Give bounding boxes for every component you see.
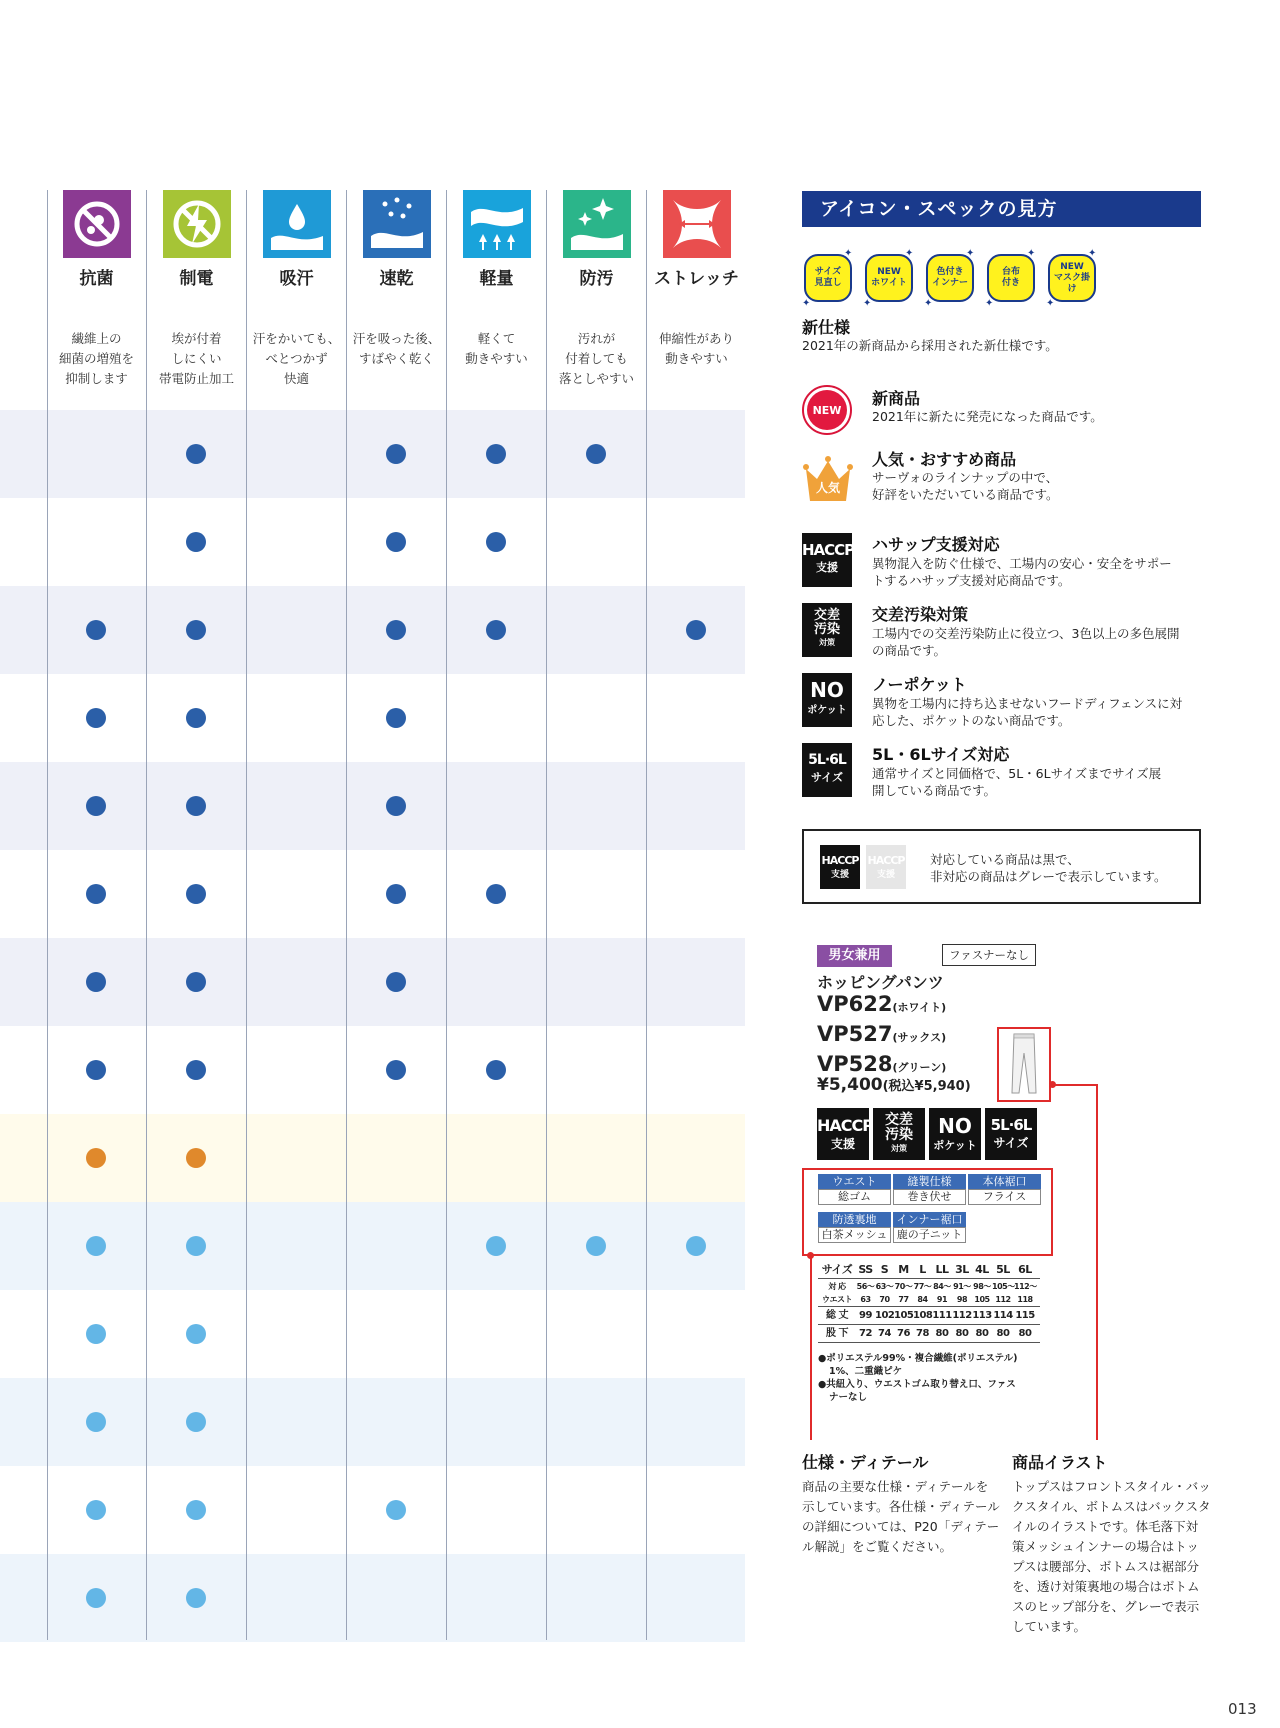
feature-dot — [86, 884, 106, 904]
feature-dot — [186, 884, 206, 904]
feature-dot — [186, 1412, 206, 1432]
product-codes — [817, 991, 946, 1081]
feature-dot — [486, 1060, 506, 1080]
size-header-cell: SS — [858, 1263, 873, 1276]
fastener-tag: ファスナーなし — [942, 944, 1036, 966]
product-no-line1: NO — [938, 1114, 972, 1138]
column-label: 防汚 — [579, 269, 614, 289]
feature-dot — [686, 1236, 706, 1256]
code-color: (サックス) — [892, 1031, 947, 1044]
feature-dot — [386, 972, 406, 992]
material-line-4: ナーなし — [829, 1392, 868, 1403]
no-pocket-badge-line2: ポケット — [807, 705, 847, 716]
column-label: 速乾 — [379, 269, 414, 289]
price: ¥5,400 — [817, 1075, 883, 1095]
haccp-heading: ハサップ支援対応 — [872, 535, 1000, 554]
description-line: 汗を吸った後、 — [352, 331, 441, 346]
new-spec-hex-badge: NEW マスク掛け — [1048, 254, 1096, 302]
feature-dot — [86, 1324, 106, 1344]
inseam-cell: 股 下 — [826, 1328, 848, 1339]
waist-cell: 98〜 105 — [973, 1282, 991, 1304]
legend-title: アイコン・スペックの見方 — [802, 191, 1201, 227]
new-spec-heading: 新仕様 — [802, 318, 851, 337]
description-line: 快適 — [283, 371, 309, 386]
inseam-cell: 74 — [878, 1328, 891, 1339]
column-header-antibacterial — [47, 190, 146, 389]
size-table-rule — [818, 1306, 1040, 1307]
pants-illustration-frame — [997, 1027, 1051, 1102]
feature-dot — [586, 1236, 606, 1256]
product-no-pocket-badge — [929, 1108, 981, 1160]
size-table-rule — [818, 1324, 1040, 1325]
page-number: 013 — [1228, 1700, 1257, 1718]
new-spec-hex-badge: NEW ホワイト — [865, 254, 913, 302]
table-row-band — [0, 1026, 745, 1114]
inseam-cell: 80 — [975, 1328, 989, 1339]
column-divider — [346, 190, 347, 1640]
size-header-cell: サイズ — [821, 1263, 853, 1276]
feature-dot — [686, 620, 706, 640]
column-label: 制電 — [179, 269, 214, 289]
no-pocket-text-1: 異物を工場内に持ち込ませないフードディフェンスに対 — [872, 696, 1183, 711]
column-description — [247, 329, 346, 389]
waist-cell: 63〜 70 — [875, 1282, 894, 1304]
spec-value: 総ゴム — [818, 1189, 891, 1205]
feature-dot — [186, 1588, 206, 1608]
sparkle-icon: ✦ — [1046, 298, 1055, 309]
cross-heading: 交差汚染対策 — [872, 605, 969, 624]
description-line: 埃が付着 — [171, 331, 222, 346]
inseam-cell: 72 — [859, 1328, 872, 1339]
column-description — [347, 329, 446, 369]
illust-line: しています。 — [1012, 1619, 1087, 1634]
note-text-1: 対応している商品は黒で、 — [930, 852, 1080, 867]
product-haccp-badge — [817, 1108, 873, 1160]
waist-cell: 112〜 118 — [1014, 1282, 1037, 1304]
material-notes — [818, 1352, 1048, 1404]
column-description — [147, 329, 246, 389]
cross-text-2: の商品です。 — [872, 643, 947, 658]
detail-line: 示しています。各仕様・ディテール — [802, 1499, 1000, 1514]
description-line: 汚れが — [577, 331, 616, 346]
sparkle-icon: ✦ — [844, 248, 853, 259]
table-row-band — [0, 850, 745, 938]
feature-dot — [86, 796, 106, 816]
column-description — [547, 329, 646, 389]
product-code — [817, 1021, 946, 1051]
description-line: べとつかず — [265, 351, 328, 366]
feature-dot — [86, 1588, 106, 1608]
feature-dot — [186, 1236, 206, 1256]
length-cell: 112 — [952, 1310, 972, 1321]
product-code — [817, 991, 946, 1021]
length-cell: 105 — [894, 1310, 914, 1321]
spec-cell — [818, 1174, 891, 1205]
description-line: しにくい — [171, 351, 222, 366]
column-header-lightweight — [447, 190, 546, 369]
new-product-heading: 新商品 — [872, 389, 921, 408]
crown-icon — [802, 451, 854, 503]
stretch-icon — [663, 190, 731, 258]
size-header-cell: L — [919, 1263, 926, 1276]
no-pocket-text-2: 応した、ポケットのない商品です。 — [872, 713, 1071, 728]
table-row-band — [0, 674, 745, 762]
feature-dot — [86, 1412, 106, 1432]
description-line: 軽くて — [477, 331, 516, 346]
size-badge-line1: 5L·6L — [808, 752, 846, 768]
table-row-band — [0, 1554, 745, 1642]
inseam-cell: 76 — [897, 1328, 910, 1339]
length-cell: 108 — [913, 1310, 933, 1321]
column-label: 軽量 — [479, 269, 514, 289]
spec-key: 防透裏地 — [818, 1212, 891, 1227]
size-header-cell: 5L — [996, 1263, 1010, 1276]
haccp-badge — [802, 533, 855, 587]
inseam-cell: 78 — [916, 1328, 929, 1339]
inseam-cell: 80 — [996, 1328, 1010, 1339]
feature-dot — [186, 1060, 206, 1080]
description-line: 付着しても — [565, 351, 628, 366]
new-product-text: 2021年に新たに発売になった商品です。 — [872, 409, 1103, 424]
product-haccp-line2: 支援 — [830, 1137, 855, 1151]
description-line: 細菌の増殖を — [58, 351, 134, 366]
detail-heading: 仕様・ディテール — [802, 1453, 929, 1472]
size-text-2: 開している商品です。 — [872, 783, 997, 798]
feature-dot — [486, 444, 506, 464]
description-line: 抑制します — [65, 371, 128, 386]
no-pocket-heading: ノーポケット — [872, 675, 967, 694]
sparkle-icon: ✦ — [924, 298, 933, 309]
waist-cell: 56〜 63 — [856, 1282, 875, 1304]
column-description — [647, 329, 746, 369]
column-label: ストレッチ — [654, 269, 739, 289]
size-header-cell: LL — [935, 1263, 949, 1276]
product-haccp-line1: HACCP — [817, 1116, 873, 1135]
pointer-line — [1053, 1084, 1098, 1086]
column-divider — [446, 190, 447, 1640]
feature-dot — [186, 620, 206, 640]
illust-line: 策メッシュインナーの場合はトッ — [1012, 1539, 1199, 1554]
no-pocket-badge — [802, 673, 852, 727]
cross-contamination-badge — [802, 603, 852, 657]
size-header-cell: M — [898, 1263, 909, 1276]
product-no-line2: ポケット — [933, 1139, 977, 1152]
column-header-stain-resist — [547, 190, 646, 389]
feature-dot — [86, 708, 106, 728]
description-line: すばやく乾く — [358, 351, 434, 366]
waist-cell: 91〜 98 — [953, 1282, 971, 1304]
cross-badge-line3: 対策 — [819, 638, 835, 647]
feature-dot — [586, 444, 606, 464]
spec-table — [0, 190, 745, 1640]
pointer-line — [810, 1253, 812, 1440]
length-cell: 総 丈 — [826, 1310, 848, 1321]
stain-resist-icon — [563, 190, 631, 258]
feature-dot — [486, 884, 506, 904]
feature-dot — [186, 1148, 206, 1168]
length-cell: 102 — [875, 1310, 895, 1321]
haccp-text-1: 異物混入を防ぐ仕様で、工場内の安心・安全をサポー — [872, 556, 1172, 571]
description-line: 汗をかいても、 — [252, 331, 341, 346]
feature-dot — [386, 796, 406, 816]
product-price — [817, 1075, 971, 1095]
inseam-cell: 80 — [1018, 1328, 1032, 1339]
material-line-2: 1%、二重織ピケ — [829, 1366, 903, 1377]
illust-line: スのヒップ部分を、グレーで表示 — [1012, 1599, 1200, 1614]
cross-badge-line1: 交差 — [813, 608, 840, 623]
feature-dot — [186, 972, 206, 992]
table-row-band — [0, 498, 745, 586]
waist-cell: 70〜 77 — [894, 1282, 913, 1304]
column-header-quick-dry — [347, 190, 446, 369]
new-badge-label: NEW — [807, 390, 847, 430]
antistatic-icon — [163, 190, 231, 258]
inseam-cell: 80 — [935, 1328, 949, 1339]
column-label: 抗菌 — [79, 269, 114, 289]
new-badge-icon — [802, 385, 852, 435]
material-line-1: ●ポリエステル99%・複合繊維(ポリエステル) — [818, 1353, 1018, 1364]
table-row-band — [0, 1466, 745, 1554]
column-header-antistatic — [147, 190, 246, 389]
spec-pointer-dot — [807, 1252, 814, 1259]
material-line-3: ●共紐入り、ウエストゴム取り替え口、ファス — [818, 1379, 1016, 1390]
feature-dot — [486, 1236, 506, 1256]
column-label: 吸汗 — [279, 269, 314, 289]
cross-badge-line2: 汚染 — [813, 622, 840, 637]
pants-icon — [999, 1029, 1049, 1100]
size-5l6l-badge — [802, 743, 852, 797]
column-divider — [146, 190, 147, 1640]
table-row-band — [0, 1378, 745, 1466]
product-name: ホッピングパンツ — [817, 973, 944, 992]
no-pocket-badge-line1: NO — [810, 678, 844, 702]
column-description — [47, 329, 146, 389]
table-row-band — [0, 938, 745, 1026]
cross-text-1: 工場内での交差汚染防止に役立つ、3色以上の多色展開 — [872, 626, 1180, 641]
feature-dot — [486, 532, 506, 552]
new-spec-hex-badge: サイズ 見直し — [804, 254, 852, 302]
description-line: 動きやすい — [465, 351, 528, 366]
feature-dot — [186, 444, 206, 464]
column-divider — [646, 190, 647, 1640]
code-number: VP528 — [817, 1052, 893, 1076]
new-spec-badges — [800, 248, 1100, 310]
spec-value: 白茶メッシュ — [818, 1227, 891, 1243]
sparkle-icon: ✦ — [802, 298, 811, 309]
quick-dry-icon — [363, 190, 431, 258]
product-cross-line3: 対策 — [891, 1144, 907, 1153]
feature-dot — [186, 796, 206, 816]
antibacterial-icon — [63, 190, 131, 258]
table-row-band — [0, 586, 745, 674]
illust-line: イルのイラストです。体毛落下対 — [1012, 1519, 1199, 1534]
illust-line: を、透け対策裏地の場合はボトム — [1012, 1579, 1200, 1594]
inseam-cell: 80 — [955, 1328, 969, 1339]
waist-cell: 対 応 ウエスト — [822, 1282, 852, 1304]
sparkle-icon: ✦ — [1088, 248, 1097, 259]
code-color: (グリーン) — [892, 1061, 947, 1074]
feature-dot — [86, 1236, 106, 1256]
spec-value: 鹿の子ニット — [893, 1227, 966, 1243]
column-header-sweat-absorb — [247, 190, 346, 389]
size-header-cell: 6L — [1018, 1263, 1032, 1276]
table-row-band — [0, 762, 745, 850]
size-header-cell: 4L — [975, 1263, 989, 1276]
illust-line: プスは腰部分、ボトムスは裾部分 — [1012, 1559, 1200, 1574]
size-header-cell: S — [880, 1263, 889, 1276]
feature-dot — [386, 444, 406, 464]
column-header-stretch — [647, 190, 746, 369]
lightweight-icon — [463, 190, 531, 258]
description-line: 帯電防止加工 — [158, 371, 234, 386]
feature-dot — [386, 1060, 406, 1080]
sparkle-icon: ✦ — [985, 298, 994, 309]
spec-key: ウエスト — [818, 1174, 891, 1189]
spec-key: インナー裾口 — [893, 1212, 966, 1227]
popular-text-1: サーヴォのラインナップの中で、 — [872, 470, 1059, 485]
feature-dot — [186, 708, 206, 728]
popular-badge-label: 人気 — [815, 481, 840, 495]
feature-dot — [86, 1060, 106, 1080]
haccp-text-2: トするハサップ支援対応商品です。 — [872, 573, 1071, 588]
spec-value: フライス — [968, 1189, 1041, 1205]
feature-dot — [386, 884, 406, 904]
column-description — [447, 329, 546, 369]
description-line: 繊維上の — [71, 331, 122, 346]
sample-black-line2: 支援 — [830, 870, 849, 880]
column-divider — [47, 190, 48, 1640]
feature-dot — [386, 532, 406, 552]
column-divider — [546, 190, 547, 1640]
feature-dot — [386, 620, 406, 640]
length-cell: 114 — [993, 1310, 1013, 1321]
new-spec-hex-badge: 台布 付き — [987, 254, 1035, 302]
feature-dot — [86, 1500, 106, 1520]
feature-dot — [86, 1148, 106, 1168]
waist-cell: 84〜 91 — [933, 1282, 951, 1304]
length-cell: 111 — [932, 1310, 952, 1321]
product-size-line1: 5L·6L — [990, 1116, 1032, 1134]
product-cross-line2: 汚染 — [885, 1127, 913, 1143]
price-tax: (税込¥5,940) — [882, 1079, 971, 1094]
size-text-1: 通常サイズと同価格で、5L・6Lサイズまでサイズ展 — [872, 766, 1162, 781]
popular-heading: 人気・おすすめ商品 — [872, 450, 1017, 469]
note-text-2: 非対応の商品はグレーで表示しています。 — [930, 869, 1167, 884]
illust-text — [1012, 1477, 1211, 1637]
spec-cell — [968, 1174, 1041, 1205]
length-cell: 99 — [859, 1310, 872, 1321]
size-table-rule — [818, 1342, 1040, 1343]
illust-line: クスタイル、ボトムスはバックスタ — [1012, 1499, 1211, 1514]
spec-cell — [893, 1174, 966, 1205]
waist-cell: 77〜 84 — [913, 1282, 932, 1304]
illust-line: トップスはフロントスタイル・バッ — [1012, 1479, 1211, 1494]
product-size-badge — [985, 1108, 1037, 1160]
feature-dot — [486, 620, 506, 640]
haccp-badge-line2: 支援 — [816, 561, 838, 574]
description-line: 落としやすい — [558, 371, 634, 386]
feature-dot — [86, 620, 106, 640]
size-header-cell: 3L — [955, 1263, 969, 1276]
feature-dot — [186, 532, 206, 552]
sparkle-icon: ✦ — [905, 248, 914, 259]
feature-dot — [186, 1324, 206, 1344]
feature-dot — [386, 708, 406, 728]
feature-dot — [186, 1500, 206, 1520]
table-row-band — [0, 1202, 745, 1290]
detail-line: の詳細については、P20「ディテー — [802, 1519, 1000, 1534]
detail-text — [802, 1477, 1000, 1557]
product-cross-line1: 交差 — [885, 1112, 913, 1128]
haccp-black-sample — [820, 845, 860, 889]
popular-text-2: 好評をいただいている商品です。 — [872, 487, 1059, 502]
size-heading: 5L・6Lサイズ対応 — [872, 745, 1010, 764]
size-table-rule — [818, 1278, 1040, 1279]
sample-black-line1: HACCP — [821, 854, 859, 867]
column-divider — [246, 190, 247, 1640]
length-cell: 113 — [972, 1310, 992, 1321]
pointer-line — [1096, 1084, 1098, 1440]
description-line: 伸縮性があり — [658, 331, 734, 346]
product-cross-badge — [873, 1108, 925, 1160]
sample-gray-line1: HACCP — [867, 854, 905, 867]
product-size-line2: サイズ — [993, 1136, 1029, 1150]
detail-line: 商品の主要な仕様・ディテールを — [802, 1479, 989, 1494]
spec-value: 巻き伏せ — [893, 1189, 966, 1205]
haccp-badge-line1: HACCP — [802, 541, 855, 559]
feature-dot — [86, 972, 106, 992]
code-number: VP527 — [817, 1022, 893, 1046]
description-line: 動きやすい — [665, 351, 728, 366]
sparkle-icon: ✦ — [1027, 248, 1036, 259]
new-spec-hex-badge: 色付き インナー — [926, 254, 974, 302]
unisex-tag: 男女兼用 — [817, 945, 892, 967]
code-color: (ホワイト) — [892, 1001, 947, 1014]
size-badge-line2: サイズ — [810, 771, 844, 784]
illust-heading: 商品イラスト — [1012, 1453, 1108, 1472]
sample-gray-line2: 支援 — [876, 870, 895, 880]
waist-cell: 105〜 112 — [992, 1282, 1015, 1304]
code-number: VP622 — [817, 992, 893, 1016]
sparkle-icon: ✦ — [966, 248, 975, 259]
haccp-gray-sample — [866, 845, 906, 889]
legend-note-box — [802, 829, 1201, 904]
table-row-band — [0, 410, 745, 498]
sweat-absorb-icon — [263, 190, 331, 258]
spec-key: 本体裾口 — [968, 1174, 1041, 1189]
sparkle-icon: ✦ — [863, 298, 872, 309]
feature-dot — [386, 1500, 406, 1520]
detail-line: ル解説」をご覧ください。 — [802, 1539, 953, 1554]
new-spec-text: 2021年の新商品から採用された新仕様です。 — [802, 338, 1058, 353]
table-row-band — [0, 1290, 745, 1378]
table-row-band — [0, 1114, 745, 1202]
spec-cell — [893, 1212, 966, 1243]
spec-cell — [818, 1212, 891, 1243]
spec-key: 縫製仕様 — [893, 1174, 966, 1189]
length-cell: 115 — [1015, 1310, 1035, 1321]
